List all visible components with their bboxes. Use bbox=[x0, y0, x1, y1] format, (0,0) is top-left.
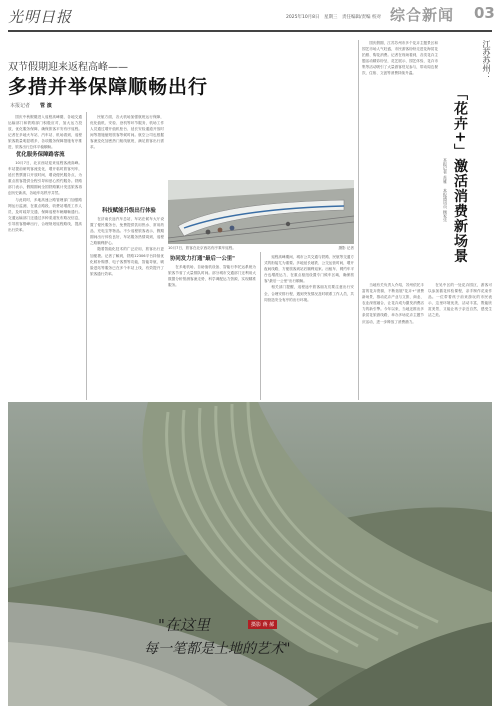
lead-paragraph: 10月7日，北京西站迎来返程客流高峰。车站提前研判客流变化，增开临时旅客列车，延长售票窗口开放时间，增设便民服务点，为重点旅客提供全程引导和爱心预约服务。铁路部门表示，假期期间全国铁路累计发送旅客再创历史新高，各地车站秩序井然。 bbox=[8, 161, 82, 196]
column-divider bbox=[86, 112, 87, 400]
lead-column-3 bbox=[168, 264, 256, 400]
photo-credit-tag: 摄影 蒋 郝 bbox=[248, 620, 277, 629]
lead-paragraph: 在多地机场，自助值机设备、智能行李托运系统为旅客节省了大量排队时间。部分城市交通部门还利用大数据分析预测客流走势，科学调配运力资源，实现精准服务。 bbox=[168, 265, 256, 288]
lead-paragraph: 相关部门提醒，返程途中旅客朋友们要注意出行安全，合理安排行程，遇到突发情况及时联系工作人员，共同营造安全有序的出行环境。 bbox=[264, 285, 354, 302]
farmland-graphic bbox=[8, 402, 492, 706]
lead-paragraph: 国庆中秋假期进入返程高峰期，各地交通运输部门和铁路部门积极应对，加大运力投放，优化服务保障，确保旅客平安有序返程。记者在多地火车站、汽车站、机场看到，返程旅客数量明显增多，各项服务保障措施有序推进，旅客出行总体平稳顺畅。 bbox=[8, 115, 82, 150]
dateline: 2025年10月8日 星期三 责任编辑/责编 校对 bbox=[286, 15, 381, 20]
page-number: 03 bbox=[474, 4, 495, 22]
train-station-photo bbox=[168, 180, 354, 244]
lead-paragraph: 返程高峰期间，城市公共交通与铁路、民航等交通方式的衔接尤为重要。多地延长地铁、公交运营时间，增开夜间线路，方便旅客到站后顺利返家。出租车、网约车平台也增派运力，在重点枢纽设置专门候车区域，确保旅客"最后一公里"出行顺畅。 bbox=[264, 255, 354, 284]
section-name: 综合新闻 bbox=[390, 6, 455, 24]
lead-subhead-1: 优化服务保障路客流 bbox=[16, 152, 65, 158]
feature-paragraph: 当地有关负责人介绍，苏州依托丰富的花卉资源，不断拓展"花卉+"消费新场景，推动花卉产业与文旅、商业、农业深度融合，让花卉成为激发消费活力的新引擎。今年以来，当地还推出多条赏花旅游线路，举办多场花卉主题节庆活动，进一步释放了消费潜力。 bbox=[362, 283, 424, 324]
lead-kicker: 双节假期迎来返程高峰—— bbox=[8, 62, 128, 73]
lead-column-2b bbox=[90, 216, 164, 400]
feature-column-1 bbox=[362, 40, 438, 278]
lead-subhead-2: 科技赋能升级出行体验 bbox=[102, 208, 156, 214]
feature-paragraph: 在吴中区的一处花卉园区，游客可以参加插花体验课程，亲手制作花束作品。一位带着孩子前来游玩的市民表示，这里环境优美，活动丰富，既能欣赏美景，又能让孩子亲近自然，感受生活之美。 bbox=[428, 283, 492, 318]
lead-paragraph: 民航方面，各大机场加强航班运行保障，优化值机、安检、登机等环节服务，机场工作人员通过增开值机柜台、延长安检通道开放时间等措施缩短旅客等候时间。航空公司也根据客流变化加密热门航线航班，满足旅客出行需求。 bbox=[90, 115, 164, 150]
lead-paragraph: 与此同时，多地高速公路管理部门加强路网运行监测，在重点路段、收费站增派工作人员，及时疏导交通，保障返程车辆顺畅通行。交通运输部门还通过多种渠道发布路况信息，引导旅客错峰出行，合理规划返程路线，提高出行效率。 bbox=[8, 197, 82, 233]
photo-caption-text: 10月7日，旅客在北京西站有序乘车返程。 bbox=[168, 246, 236, 250]
feature-headline: 「花卉+」激活消费新场景 bbox=[452, 86, 468, 264]
lead-column-1 bbox=[8, 160, 82, 400]
lead-subhead-3: 协同发力打通"最后一公里" bbox=[170, 256, 235, 262]
feature-column-3 bbox=[428, 282, 492, 400]
aerial-farmland-photo bbox=[8, 402, 492, 706]
column-divider bbox=[358, 40, 359, 400]
lead-column-1-intro bbox=[8, 114, 82, 150]
newspaper-logo: 光明日报 bbox=[8, 8, 73, 26]
artwork-caption-line-2: 每一笔都是土地的艺术" bbox=[144, 641, 291, 657]
lead-paragraph: 随着智能化技术的广泛应用，旅客出行更加便捷。记者了解到，铁路12306平台持续优化候补购票、电子客票等功能，智能导航、刷脸进站等服务已在多个车站上线，有效提升了旅客通行效率。 bbox=[90, 247, 164, 276]
feature-location: 江苏苏州： bbox=[482, 40, 491, 80]
lead-column-2 bbox=[90, 114, 164, 204]
lead-paragraph: 在济南长途汽车总站，车站在候车大厅设置了便民服务台，免费提供饮用热水、常用药品、充电宝等物品。不少返程旅客表示，假期期间出行体验良好，车站服务热情周到，返程之路顺利舒心。 bbox=[90, 217, 164, 246]
byline-prefix: 本报记者 bbox=[10, 103, 31, 109]
masthead-rule bbox=[8, 30, 492, 32]
photo-caption bbox=[168, 246, 354, 251]
artwork-caption-line-1: "在这里 bbox=[158, 616, 210, 634]
lead-headline: 多措并举保障顺畅出行 bbox=[8, 76, 209, 98]
train-photo-graphic bbox=[168, 180, 354, 244]
byline-author: 管 演 bbox=[40, 103, 52, 109]
lead-byline bbox=[10, 102, 52, 109]
feature-paragraph: 国庆假期，江苏苏州市多个花卉主题景区和园艺市场人气旺盛，市民游客纷纷走进花海赏花拍照、购花消费。记者在现场看到，各类花卉主题活动精彩纷呈，花艺展示、园艺体验、花卉市集等活动吸引了大量游客驻足参与，带动周边餐饮、住宿、文创等消费持续升温。 bbox=[362, 41, 438, 76]
feature-byline: 本报记者 苏雁 本报通讯员 顾家乐 bbox=[443, 158, 448, 222]
column-divider bbox=[260, 252, 261, 400]
feature-column-2 bbox=[362, 282, 424, 400]
photo-credit: 摄影 记者 bbox=[338, 246, 354, 250]
lead-column-4 bbox=[264, 254, 354, 400]
